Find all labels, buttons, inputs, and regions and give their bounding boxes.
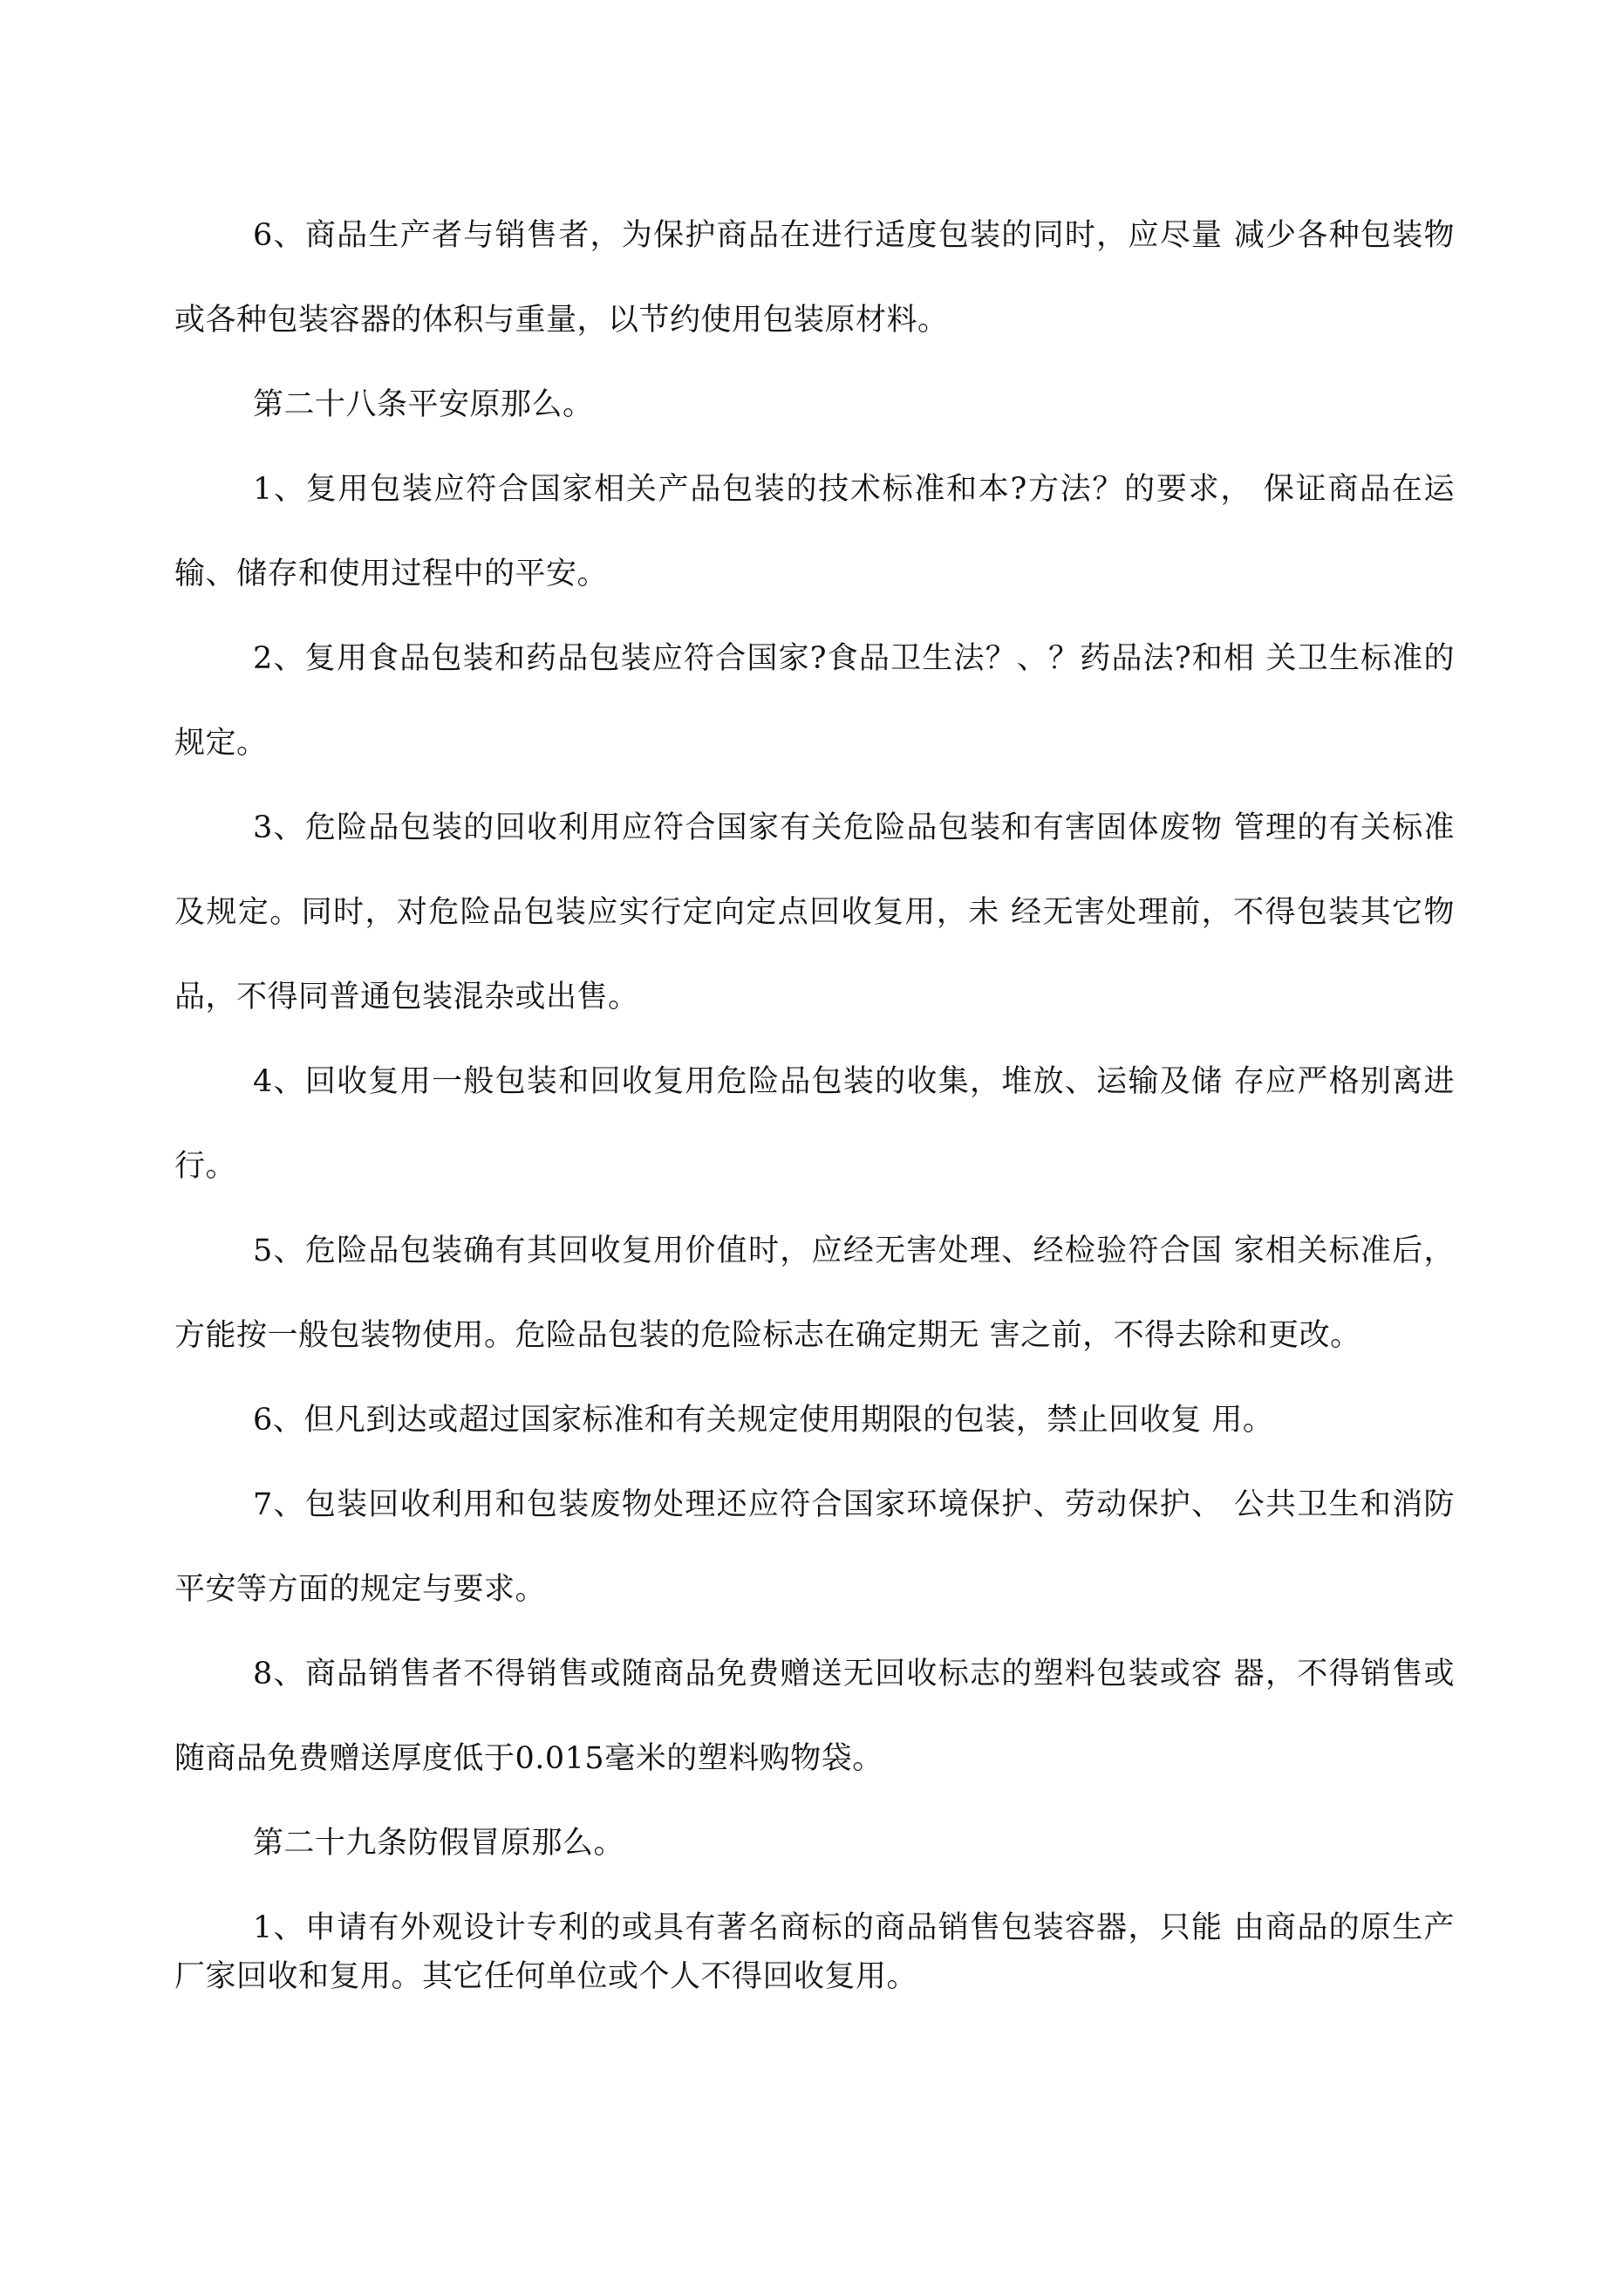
paragraph-1: 6、商品生产者与销售者，为保护商品在进行适度包装的同时，应尽量 减少各种包装物或各种包装容器的体积与重量，以节约使用包装原材料。 <box>174 218 1455 338</box>
paragraph-5: 4、回收复用一般包装和回收复用危险品包装的收集，堆放、运输及储 存应严格别离进行。 <box>174 1064 1455 1184</box>
paragraph-6: 5、危险品包装确有其回收复用价值时，应经无害处理、经检验符合国 家相关标准后，方能按一般包装物使用。危险品包装的危险标志在确定期无 害之前，不得去除和更改。 <box>174 1233 1455 1353</box>
paragraph-8: 7、包装回收利用和包装废物处理还应符合国家环境保护、劳动保护、 公共卫生和消防平安等方面的规定与要求。 <box>174 1487 1455 1607</box>
section-heading-29: 第二十九条防假冒原那么。 <box>253 1826 625 1861</box>
paragraph-10: 1、申请有外观设计专利的或具有著名商标的商品销售包装容器，只能 由商品的原生产厂家回收和复用。其它任何单位或个人不得回收复用。 <box>174 1910 1455 1994</box>
paragraph-3: 2、复用食品包装和药品包装应符合国家?食品卫生法？、？药品法?和相 关卫生标准的规定。 <box>174 641 1455 761</box>
paragraph-2: 1、复用包装应符合国家相关产品包装的技术标准和本?方法？的要求， 保证商品在运输、储存和使用过程中的平安。 <box>174 472 1455 591</box>
paragraph-4: 3、危险品包装的回收利用应符合国家有关危险品包装和有害固体废物 管理的有关标准及规定。同时，对危险品包装应实行定向定点回收复用，未 经无害处理前，不得包装其它物品，不得同普通包装混杂或出售。 <box>174 810 1455 1015</box>
document-body <box>174 194 1455 2001</box>
paragraph-9: 8、商品销售者不得销售或随商品免费赠送无回收标志的塑料包装或容 器，不得销售或随商品免费赠送厚度低于0.015毫米的塑料购物袋。 <box>174 1657 1455 1776</box>
paragraph-7: 6、但凡到达或超过国家标准和有关规定使用期限的包装，禁止回收复 用。 <box>253 1403 1274 1438</box>
section-heading-28: 第二十八条平安原那么。 <box>253 387 594 422</box>
